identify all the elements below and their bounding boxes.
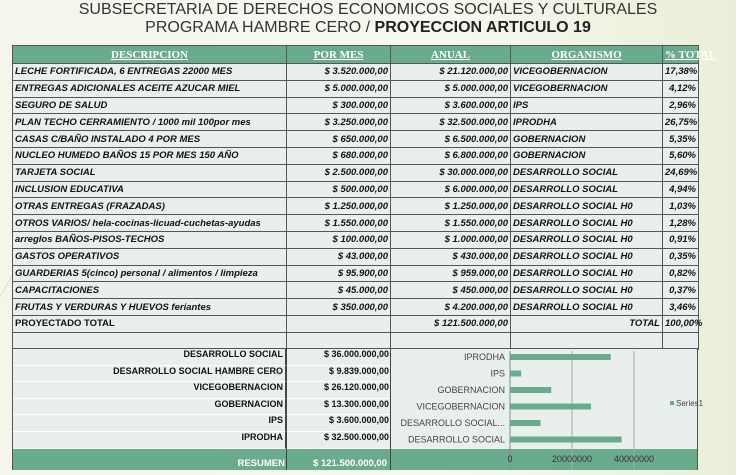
- table-row: [13, 215, 699, 232]
- bar-chart: [391, 349, 704, 470]
- title-line-1: SUBSECRETARIA DE DERECHOS ECONOMICOS SOCIALES Y CULTURALES: [78, 1, 658, 18]
- cell-organismo: IPS: [511, 97, 663, 114]
- cell-por-mes: $ 350.000,00: [287, 299, 391, 316]
- cell-descripcion: FRUTAS Y VERDURAS Y HUEVOS feriantes: [13, 299, 287, 316]
- cell-organismo: DESARROLLO SOCIAL H0: [511, 282, 663, 299]
- cell-por-mes: $ 300.000,00: [287, 97, 391, 114]
- cell-pct-total: 26,75%: [663, 114, 699, 131]
- cell-por-mes: $ 45.000,00: [287, 282, 391, 299]
- resumen-label: RESUMEN: [237, 458, 285, 469]
- cell-anual: $ 30.000.000,00: [391, 164, 511, 181]
- cell-organismo: DESARROLLO SOCIAL: [511, 164, 663, 181]
- cell-descripcion: OTRAS ENTREGAS (FRAZADAS): [13, 198, 287, 215]
- table-row: [13, 299, 699, 316]
- cell-por-mes: $ 3.520.000,00: [287, 64, 391, 81]
- cell-pct-total: 0,35%: [663, 248, 699, 265]
- program-name: PROGRAMA HAMBRE CERO /: [145, 19, 371, 36]
- category-label: DESARROLLO SOCIAL: [407, 434, 505, 445]
- x-tick-label: 40000000: [613, 454, 655, 464]
- cell-empty: [287, 332, 391, 349]
- projection-title: PROYECCION ARTICULO 19: [374, 19, 591, 36]
- cell-empty: [511, 332, 663, 349]
- cell-organismo: DESARROLLO SOCIAL H0: [511, 215, 663, 232]
- cell-organismo: IPRODHA: [511, 114, 663, 131]
- cell-anual: $ 3.600.000,00: [391, 97, 511, 114]
- summary-amount: $ 9.839.000,00: [286, 366, 390, 383]
- cell-por-mes: $ 680.000,00: [287, 147, 391, 164]
- cell-organismo: DESARROLLO SOCIAL H0: [511, 299, 663, 316]
- cell-pct-total: 0,91%: [663, 231, 699, 248]
- summary-org: IPRODHA: [13, 432, 286, 449]
- table-row: [13, 265, 699, 282]
- bar: [510, 371, 521, 377]
- cell-anual: $ 6.800.000,00: [391, 147, 511, 164]
- cell-organismo: VICEGOBERNACION: [511, 80, 663, 97]
- cell-pct-total: 5,35%: [663, 131, 699, 148]
- cell-por-mes: $ 2.500.000,00: [287, 164, 391, 181]
- cell-pct-total: 2,96%: [663, 97, 699, 114]
- cell-anual: $ 450.000,00: [391, 282, 511, 299]
- legend-label: Series1: [676, 399, 704, 408]
- cell-pct-total: 1,03%: [663, 198, 699, 215]
- cell-pct-total: 5,60%: [663, 147, 699, 164]
- cell-por-mes: $ 1.250.000,00: [287, 198, 391, 215]
- legend-swatch: [670, 401, 674, 405]
- cell-descripcion: OTROS VARIOS/ hela-cocinas-licuad-cuchetas-ayudas: [13, 215, 287, 232]
- cell-descripcion: LECHE FORTIFICADA, 6 ENTREGAS 22000 MES: [13, 64, 287, 81]
- cell-organismo: VICEGOBERNACION: [511, 64, 663, 81]
- total-label: PROYECTADO TOTAL: [13, 315, 287, 332]
- cell-pct-total: 17,38%: [663, 64, 699, 81]
- total-anual: $ 121.500.000,00: [391, 315, 511, 332]
- summary-amount: $ 3.600.000,00: [286, 415, 390, 432]
- cell-por-mes: $ 95.900,00: [287, 265, 391, 282]
- cell-descripcion: NUCLEO HUMEDO BAÑOS 15 POR MES 150 AÑO: [13, 147, 287, 164]
- header-descripcion: DESCRIPCION: [13, 46, 287, 64]
- cell-descripcion: ENTREGAS ADICIONALES ACEITE AZUCAR MIEL: [13, 80, 287, 97]
- cell-anual: $ 5.000.000,00: [391, 80, 511, 97]
- table-row: [13, 97, 699, 114]
- title-line-2: [0, 19, 736, 37]
- bar: [510, 387, 551, 393]
- table-row: [13, 231, 699, 248]
- cell-anual: $ 1.250.000,00: [391, 198, 511, 215]
- cell-por-mes: $ 100.000,00: [287, 231, 391, 248]
- cell-empty: [391, 332, 511, 349]
- cell-por-mes: $ 1.550.000,00: [287, 215, 391, 232]
- cell-descripcion: TARJETA SOCIAL: [13, 164, 287, 181]
- summary-section: [12, 348, 704, 470]
- table-row: [13, 114, 699, 131]
- cell-organismo: DESARROLLO SOCIAL H0: [511, 265, 663, 282]
- category-label: GOBERNACION: [437, 385, 505, 395]
- cell-descripcion: arreglos BAÑOS-PISOS-TECHOS: [13, 231, 287, 248]
- bar: [510, 354, 611, 360]
- cell-descripcion: PLAN TECHO CERRAMIENTO / 1000 mil 100por mes: [13, 114, 287, 131]
- cell-empty: [663, 332, 699, 349]
- total-row: [13, 315, 699, 332]
- cell-pct-total: 4,12%: [663, 80, 699, 97]
- cell-anual: $ 430.000,00: [391, 248, 511, 265]
- cell-anual: $ 959.000,00: [391, 265, 511, 282]
- summary-org: DESARROLLO SOCIAL: [13, 349, 286, 366]
- bar: [510, 437, 622, 443]
- cell-anual: $ 6.500.000,00: [391, 131, 511, 148]
- x-tick-label: 20000000: [551, 454, 593, 464]
- table-row: [13, 164, 699, 181]
- cell-descripcion: CAPACITACIONES: [13, 282, 287, 299]
- budget-table: [12, 45, 717, 350]
- table-row: [13, 64, 699, 81]
- cell-anual: $ 1.000.000,00: [391, 231, 511, 248]
- category-label: IPRODHA: [463, 352, 505, 362]
- cell-pct-total: 4,94%: [663, 181, 699, 198]
- bar: [510, 420, 541, 426]
- cell-organismo: GOBERNACION: [511, 147, 663, 164]
- cell-por-mes: $ 43.000,00: [287, 248, 391, 265]
- total-pct: 100,00%: [663, 315, 699, 332]
- cell-por-mes: $ 5.000.000,00: [287, 80, 391, 97]
- cell-anual: $ 32.500.000,00: [391, 114, 511, 131]
- cell-descripcion: CASAS C/BAÑO INSTALADO 4 POR MES: [13, 131, 287, 148]
- bar: [510, 404, 591, 410]
- summary-amount: $ 32.500.000,00: [286, 432, 390, 449]
- summary-org: VICEGOBERNACION: [13, 382, 286, 399]
- cell-anual: $ 1.550.000,00: [391, 215, 511, 232]
- empty-row: [13, 332, 699, 349]
- category-label: VICEGOBERNACION: [416, 401, 505, 412]
- summary-org: GOBERNACION: [13, 399, 286, 416]
- resumen-amount: $ 121.500.000,00: [313, 458, 387, 469]
- cell-pct-total: 0,37%: [663, 282, 699, 299]
- table-row: [13, 248, 699, 265]
- cell-empty: [287, 315, 391, 332]
- cell-organismo: DESARROLLO SOCIAL H0: [511, 231, 663, 248]
- table-row: [13, 282, 699, 299]
- header-organismo: ORGANISMO: [511, 46, 663, 64]
- cell-descripcion: SEGURO DE SALUD: [13, 97, 287, 114]
- cell-anual: $ 21.120.000,00: [391, 64, 511, 81]
- cell-organismo: DESARROLLO SOCIAL: [511, 181, 663, 198]
- cell-descripcion: GASTOS OPERATIVOS: [13, 248, 287, 265]
- table-row: [13, 80, 699, 97]
- cell-por-mes: $ 650.000,00: [287, 131, 391, 148]
- summary-org: DESARROLLO SOCIAL HAMBRE CERO: [13, 366, 286, 383]
- cell-anual: $ 4.200.000,00: [391, 299, 511, 316]
- cell-descripcion: INCLUSION EDUCATIVA: [13, 181, 287, 198]
- cell-pct-total: 3,46%: [663, 299, 699, 316]
- summary-amount: $ 13.300.000,00: [286, 399, 390, 416]
- header-pct-total: % TOTAL: [663, 46, 699, 64]
- summary-amount: $ 36.000.000,00: [286, 349, 390, 366]
- table-row: [13, 198, 699, 215]
- total-label-2: TOTAL: [511, 315, 663, 332]
- cell-por-mes: $ 500.000,00: [287, 181, 391, 198]
- x-tick-label: 0: [507, 454, 513, 464]
- cell-organismo: DESARROLLO SOCIAL H0: [511, 248, 663, 265]
- cell-descripcion: GUARDERIAS 5(cinco) personal / alimentos / limpieza: [13, 265, 287, 282]
- summary-org: IPS: [13, 415, 286, 432]
- cell-empty: [13, 332, 287, 349]
- table-row: [13, 181, 699, 198]
- category-label: IPS: [490, 368, 505, 379]
- cell-pct-total: 24,69%: [663, 164, 699, 181]
- header-anual: ANUAL: [391, 46, 511, 64]
- cell-por-mes: $ 3.250.000,00: [287, 114, 391, 131]
- table-row: [13, 147, 699, 164]
- header-por-mes: POR MES: [287, 46, 391, 64]
- cell-anual: $ 6.000.000,00: [391, 181, 511, 198]
- cell-pct-total: 0,82%: [663, 265, 699, 282]
- table-row: [13, 131, 699, 148]
- cell-pct-total: 1,28%: [663, 215, 699, 232]
- summary-amount: $ 26.120.000,00: [286, 382, 390, 399]
- category-label: DESARROLLO SOCIAL...: [400, 418, 505, 428]
- cell-organismo: GOBERNACION: [511, 131, 663, 148]
- cell-organismo: DESARROLLO SOCIAL H0: [511, 198, 663, 215]
